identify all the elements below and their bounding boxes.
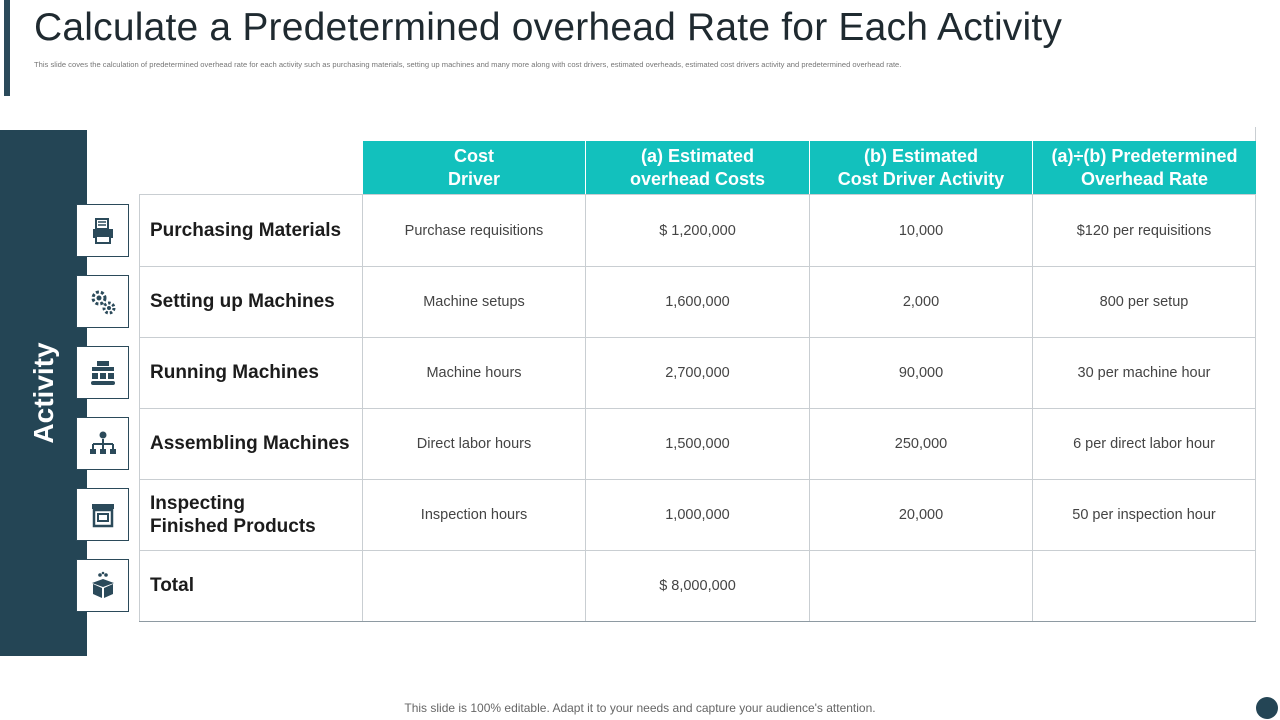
- table-row: [139, 479, 1256, 551]
- page-subtitle: This slide coves the calculation of predetermined overhead rate for each activity such as purchasing materials, setting up machines and many more along with cost drivers, estimated overheads, estimated cost drivers activity and predetermined overhead rate.: [34, 60, 902, 69]
- activity-name: Purchasing Materials: [139, 195, 363, 266]
- table-total-row: [139, 550, 1256, 622]
- header-predetermined-rate: (a)÷(b) Predetermined Overhead Rate: [1033, 141, 1256, 194]
- driver-activity-cell: 10,000: [810, 195, 1033, 266]
- overhead-rate-cell: 30 per machine hour: [1033, 337, 1256, 408]
- table-row: [139, 337, 1256, 409]
- title-accent-bar: [4, 0, 10, 96]
- cost-driver-cell: [363, 550, 586, 621]
- total-label: Total: [139, 550, 363, 621]
- cost-driver-cell: Machine setups: [363, 266, 586, 337]
- table-row: [139, 266, 1256, 338]
- printer-icon: [76, 204, 129, 257]
- activity-name: Running Machines: [139, 337, 363, 408]
- overhead-cost-cell: $ 1,200,000: [586, 195, 810, 266]
- driver-activity-cell: 20,000: [810, 479, 1033, 550]
- activity-side-label: Activity: [28, 342, 59, 444]
- activity-name: Setting up Machines: [139, 266, 363, 337]
- overhead-rate-cell: 50 per inspection hour: [1033, 479, 1256, 550]
- gears-icon: [76, 275, 129, 328]
- driver-activity-cell: 90,000: [810, 337, 1033, 408]
- overhead-rate-cell: 6 per direct labor hour: [1033, 408, 1256, 479]
- cost-driver-cell: Purchase requisitions: [363, 195, 586, 266]
- driver-activity-cell: 250,000: [810, 408, 1033, 479]
- activity-name: Assembling Machines: [139, 408, 363, 479]
- table-row: [139, 195, 1256, 267]
- overhead-cost-cell: 2,700,000: [586, 337, 810, 408]
- total-overhead-cost: $ 8,000,000: [586, 550, 810, 621]
- cost-driver-cell: Direct labor hours: [363, 408, 586, 479]
- table-edge-tick: [1255, 127, 1256, 141]
- driver-activity-cell: [810, 550, 1033, 621]
- cost-driver-cell: Machine hours: [363, 337, 586, 408]
- page-title: Calculate a Predetermined overhead Rate for Each Activity: [34, 6, 1063, 49]
- cost-driver-cell: Inspection hours: [363, 479, 586, 550]
- overhead-cost-cell: 1,500,000: [586, 408, 810, 479]
- overhead-cost-cell: 1,600,000: [586, 266, 810, 337]
- corner-decoration: [1256, 697, 1278, 719]
- hierarchy-icon: [76, 417, 129, 470]
- activity-name: Inspecting Finished Products: [139, 479, 363, 550]
- driver-activity-cell: 2,000: [810, 266, 1033, 337]
- header-estimated-overhead: (a) Estimated overhead Costs: [586, 141, 810, 194]
- overhead-rate-cell: 800 per setup: [1033, 266, 1256, 337]
- header-estimated-activity: (b) Estimated Cost Driver Activity: [810, 141, 1033, 194]
- footer-note: This slide is 100% editable. Adapt it to your needs and capture your audience's attention.: [404, 701, 876, 715]
- table-row: [139, 408, 1256, 480]
- overhead-rate-cell: $120 per requisitions: [1033, 195, 1256, 266]
- overhead-cost-cell: 1,000,000: [586, 479, 810, 550]
- open-box-icon: [76, 559, 129, 612]
- overhead-rate-cell: [1033, 550, 1256, 621]
- header-cost-driver: Cost Driver: [363, 141, 586, 194]
- conveyor-icon: [76, 346, 129, 399]
- package-box-icon: [76, 488, 129, 541]
